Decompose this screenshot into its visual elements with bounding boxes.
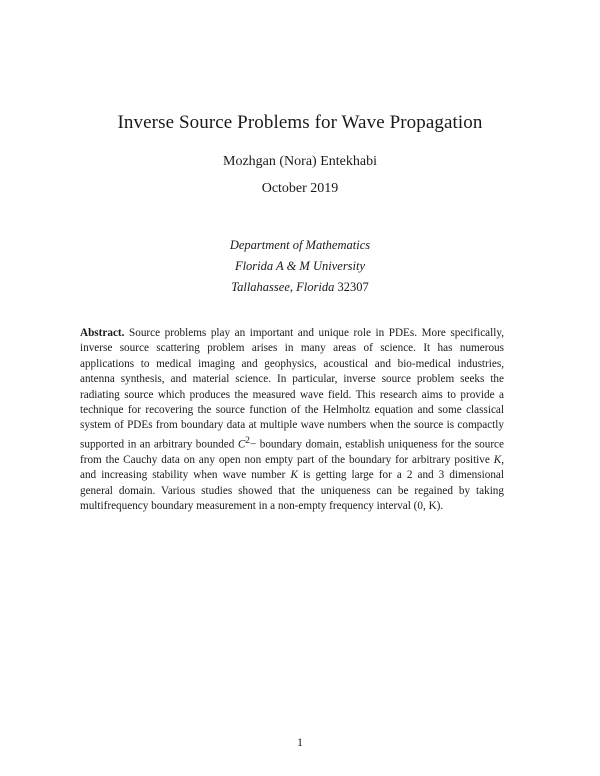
publication-date: October 2019 [261,181,339,196]
author-name: Mozhgan (Nora) Entekhabi [223,154,377,169]
affiliation-department: Department of Mathematics [229,238,371,252]
abstract-text-5: . [440,500,444,513]
affiliation-zip: 32307 [337,280,369,294]
abstract-text-3: , and increasing stability when wave number [80,453,504,482]
abstract-math-c2: C [237,438,246,451]
abstract-label: Abstract. [80,327,125,339]
page-number: 1 [297,735,303,749]
abstract-math-k1: K [493,453,502,466]
abstract-math-k2: K [290,469,298,482]
abstract-math-c2-sup: 2 [245,435,250,446]
abstract-text-1: Source problems play an important and unique role in PDEs. More specifically, inverse source scattering problem arises in many areas of science. It has numerous applications to medical imaging and geophysics, acoustical and bio-medical industries, antenna synthesis, and material science. In particular, inverse source problem seeks the radiating source which produces the measured wave field. This research aims to provide a technique for recovering the source function of the Helmholtz equation and some classical system of PDEs from boundary data at multiple wave numbers when the source is compactly supported in an arbitrary bounded [80,327,504,451]
abstract-paragraph [80,326,504,515]
affiliation-university: Florida A & M University [234,259,366,273]
abstract-text-4: is getting large for a 2 and 3 dimensional general domain. Various studies showed that the uniqueness can be regained by taking multifrequency boundary measurement in a non-empty frequency interval [80,469,504,513]
affiliation-address [0,280,600,295]
affiliation-city-state: Tallahassee, Florida [231,280,335,294]
abstract-math-interval: (0, K) [413,500,441,513]
paper-title: Inverse Source Problems for Wave Propagation [117,112,483,133]
abstract-text-2: − boundary domain, establish uniqueness for the source from the Cauchy data on any open non empty part of the boundary for arbitrary positive [80,438,504,466]
